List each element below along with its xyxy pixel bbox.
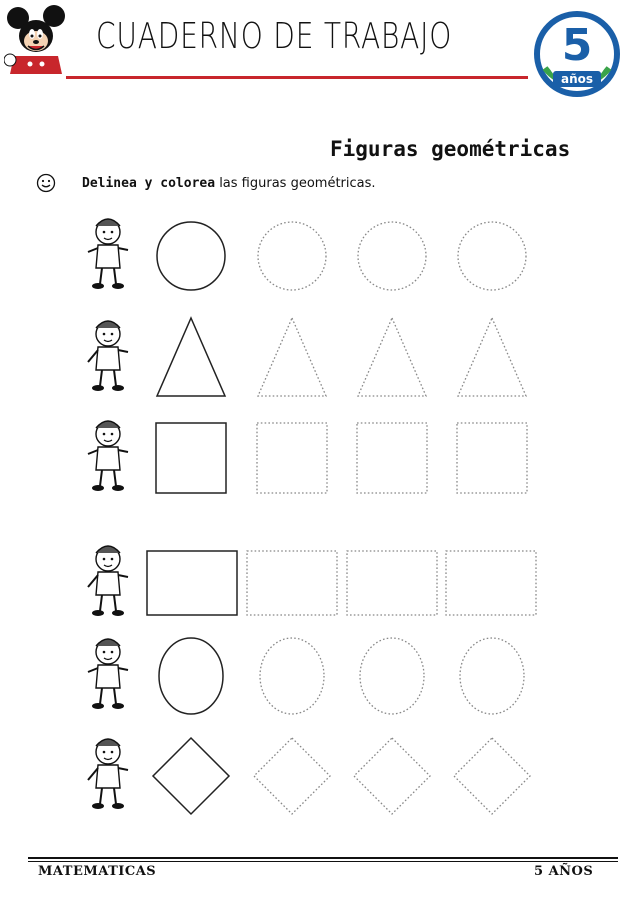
diamond-model [153,738,229,814]
header-divider [66,76,528,79]
footer-level: 5 AÑOS [534,864,594,879]
triangle-tracing[interactable] [258,318,326,396]
mickey-mouse-icon [4,4,68,76]
diamond-tracing[interactable] [454,738,530,814]
rectangle-tracing[interactable] [347,551,437,615]
diamond-tracing[interactable] [354,738,430,814]
badge-emblem-icon [531,8,623,100]
triangle-tracing[interactable] [358,318,426,396]
oval-tracing[interactable] [260,638,324,714]
circle-tracing[interactable] [258,222,326,290]
section-title: Figuras geométricas [330,137,571,161]
age-badge [531,8,623,100]
footer-divider [28,857,618,859]
child-figure-icon [88,421,128,491]
circle-model [157,222,225,290]
child-figure-icon [88,739,128,809]
child-figure-icon [88,639,128,709]
diamond-tracing[interactable] [254,738,330,814]
instruction-bold: Delinea y colorea [82,175,216,191]
workbook-title: CUADERNO DE TRABAJO [96,16,453,57]
footer-subject: MATEMATICAS [38,864,157,879]
badge-text: años [560,72,594,86]
square-tracing[interactable] [257,423,327,493]
square-tracing[interactable] [457,423,527,493]
footer-divider-thin [28,861,618,862]
instruction [36,173,376,193]
circle-tracing[interactable] [358,222,426,290]
circle-tracing[interactable] [458,222,526,290]
child-figure-icon [88,321,128,391]
triangle-tracing[interactable] [458,318,526,396]
oval-tracing[interactable] [360,638,424,714]
triangle-model [157,318,225,396]
child-figure-icon [88,219,128,289]
rectangle-model [147,551,237,615]
rectangle-tracing[interactable] [446,551,536,615]
rectangle-tracing[interactable] [247,551,337,615]
oval-model [159,638,223,714]
oval-tracing[interactable] [460,638,524,714]
instruction-text: las figuras geométricas. [215,175,376,191]
smiley-icon [36,173,56,193]
worksheet-grid [0,200,638,840]
child-figure-icon [88,546,128,616]
square-tracing[interactable] [357,423,427,493]
square-model [156,423,226,493]
badge-number: 5 [561,20,593,71]
